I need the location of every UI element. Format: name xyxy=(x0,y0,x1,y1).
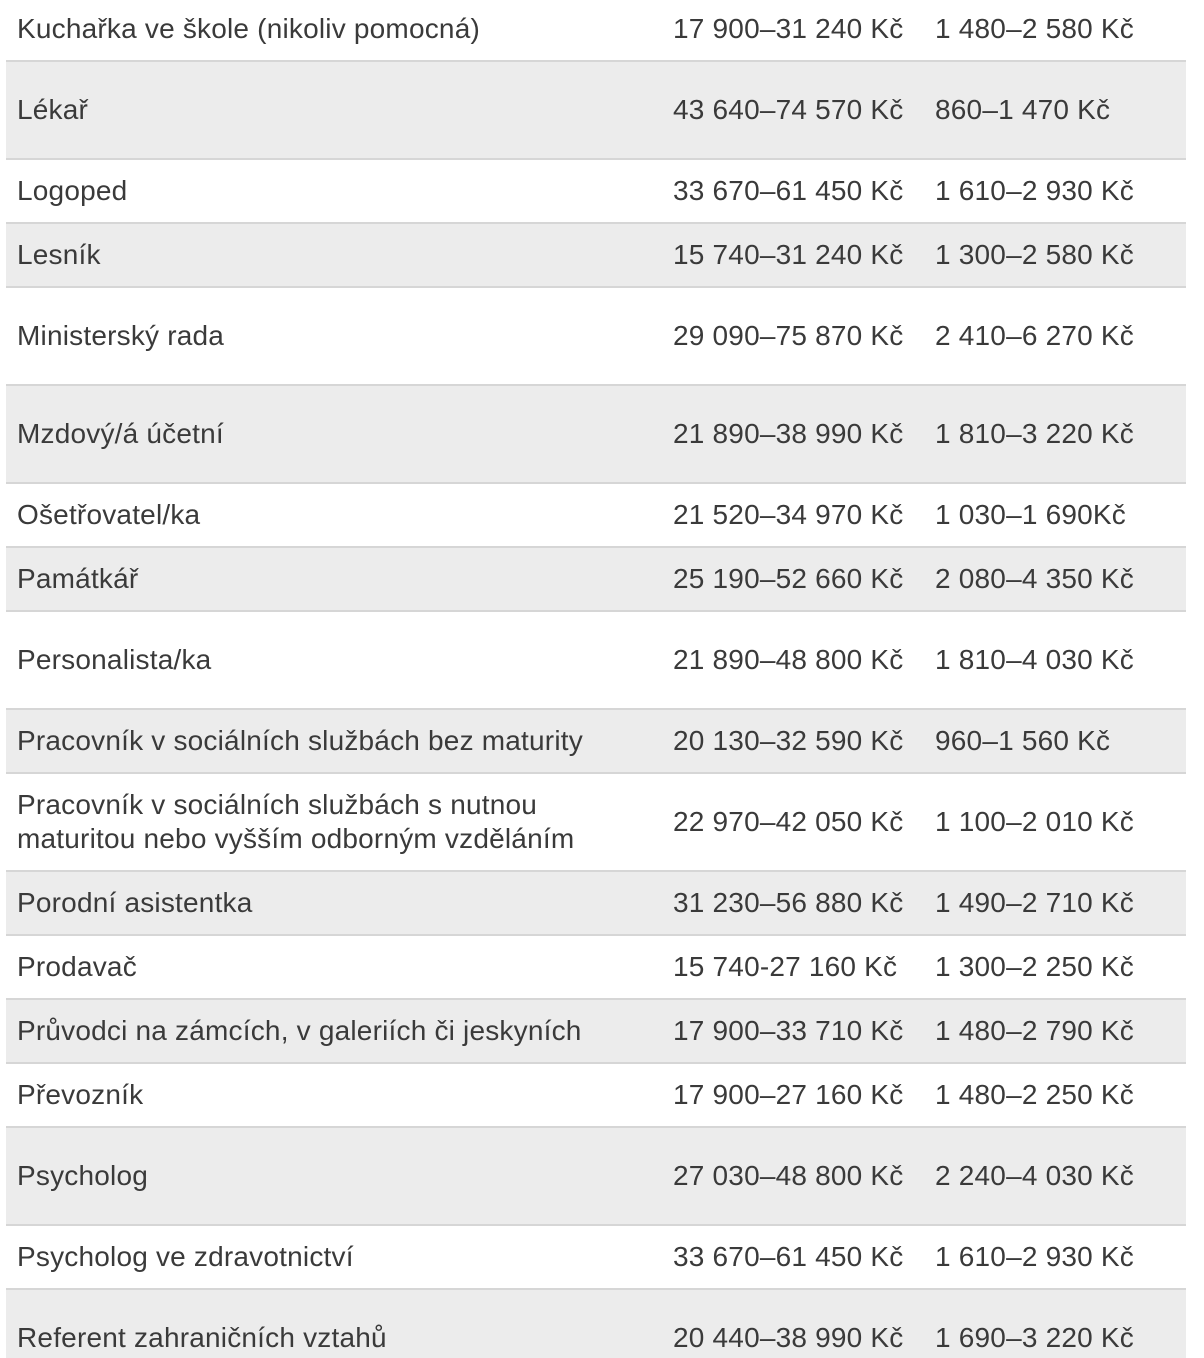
table-row xyxy=(6,159,1186,223)
job-title-cell: Psycholog ve zdravotnictví xyxy=(6,1225,662,1289)
monthly-salary-cell: 29 090–75 870 Kč xyxy=(662,287,924,385)
secondary-salary-cell: 1 690–3 220 Kč xyxy=(924,1289,1186,1358)
job-title-cell: Lesník xyxy=(6,223,662,287)
secondary-salary-cell: 1 480–2 580 Kč xyxy=(924,0,1186,61)
secondary-salary-cell: 1 300–2 580 Kč xyxy=(924,223,1186,287)
table-row xyxy=(6,611,1186,709)
secondary-salary-cell: 1 490–2 710 Kč xyxy=(924,871,1186,935)
table-row xyxy=(6,1127,1186,1225)
table-row xyxy=(6,547,1186,611)
salary-table xyxy=(6,0,1186,1358)
secondary-salary-cell: 1 030–1 690Kč xyxy=(924,483,1186,547)
monthly-salary-cell: 20 440–38 990 Kč xyxy=(662,1289,924,1358)
monthly-salary-cell: 17 900–27 160 Kč xyxy=(662,1063,924,1127)
monthly-salary-cell: 27 030–48 800 Kč xyxy=(662,1127,924,1225)
table-row xyxy=(6,223,1186,287)
job-title-cell: Kuchařka ve škole (nikoliv pomocná) xyxy=(6,0,662,61)
table-row xyxy=(6,935,1186,999)
table-row xyxy=(6,287,1186,385)
secondary-salary-cell: 1 480–2 790 Kč xyxy=(924,999,1186,1063)
monthly-salary-cell: 20 130–32 590 Kč xyxy=(662,709,924,773)
table-row xyxy=(6,0,1186,61)
monthly-salary-cell: 21 890–48 800 Kč xyxy=(662,611,924,709)
secondary-salary-cell: 2 080–4 350 Kč xyxy=(924,547,1186,611)
secondary-salary-cell: 1 300–2 250 Kč xyxy=(924,935,1186,999)
job-title-cell: Průvodci na zámcích, v galeriích či jeskyních xyxy=(6,999,662,1063)
job-title-cell: Psycholog xyxy=(6,1127,662,1225)
table-row xyxy=(6,871,1186,935)
job-title-cell: Památkář xyxy=(6,547,662,611)
job-title-cell: Převozník xyxy=(6,1063,662,1127)
secondary-salary-cell: 2 410–6 270 Kč xyxy=(924,287,1186,385)
job-title-cell: Porodní asistentka xyxy=(6,871,662,935)
monthly-salary-cell: 31 230–56 880 Kč xyxy=(662,871,924,935)
monthly-salary-cell: 17 900–33 710 Kč xyxy=(662,999,924,1063)
table-row xyxy=(6,773,1186,871)
monthly-salary-cell: 21 520–34 970 Kč xyxy=(662,483,924,547)
monthly-salary-cell: 22 970–42 050 Kč xyxy=(662,773,924,871)
monthly-salary-cell: 15 740–31 240 Kč xyxy=(662,223,924,287)
job-title-cell: Ošetřovatel/ka xyxy=(6,483,662,547)
secondary-salary-cell: 1 810–3 220 Kč xyxy=(924,385,1186,483)
job-title-cell: Mzdový/á účetní xyxy=(6,385,662,483)
job-title-cell: Pracovník v sociálních službách s nutnou maturitou nebo vyšším odborným vzděláním xyxy=(6,773,662,871)
job-title-cell: Ministerský rada xyxy=(6,287,662,385)
job-title-cell: Referent zahraničních vztahů xyxy=(6,1289,662,1358)
table-row xyxy=(6,1063,1186,1127)
table-row xyxy=(6,483,1186,547)
secondary-salary-cell: 2 240–4 030 Kč xyxy=(924,1127,1186,1225)
monthly-salary-cell: 15 740-27 160 Kč xyxy=(662,935,924,999)
table-row xyxy=(6,1225,1186,1289)
table-row xyxy=(6,61,1186,159)
secondary-salary-cell: 960–1 560 Kč xyxy=(924,709,1186,773)
secondary-salary-cell: 860–1 470 Kč xyxy=(924,61,1186,159)
secondary-salary-cell: 1 100–2 010 Kč xyxy=(924,773,1186,871)
monthly-salary-cell: 33 670–61 450 Kč xyxy=(662,1225,924,1289)
job-title-cell: Pracovník v sociálních službách bez maturity xyxy=(6,709,662,773)
job-title-cell: Personalista/ka xyxy=(6,611,662,709)
job-title-cell: Lékař xyxy=(6,61,662,159)
monthly-salary-cell: 25 190–52 660 Kč xyxy=(662,547,924,611)
table-row xyxy=(6,385,1186,483)
secondary-salary-cell: 1 610–2 930 Kč xyxy=(924,1225,1186,1289)
secondary-salary-cell: 1 480–2 250 Kč xyxy=(924,1063,1186,1127)
secondary-salary-cell: 1 610–2 930 Kč xyxy=(924,159,1186,223)
table-row xyxy=(6,999,1186,1063)
monthly-salary-cell: 17 900–31 240 Kč xyxy=(662,0,924,61)
table-row xyxy=(6,1289,1186,1358)
monthly-salary-cell: 33 670–61 450 Kč xyxy=(662,159,924,223)
monthly-salary-cell: 43 640–74 570 Kč xyxy=(662,61,924,159)
job-title-cell: Logoped xyxy=(6,159,662,223)
secondary-salary-cell: 1 810–4 030 Kč xyxy=(924,611,1186,709)
job-title-cell: Prodavač xyxy=(6,935,662,999)
monthly-salary-cell: 21 890–38 990 Kč xyxy=(662,385,924,483)
table-row xyxy=(6,709,1186,773)
